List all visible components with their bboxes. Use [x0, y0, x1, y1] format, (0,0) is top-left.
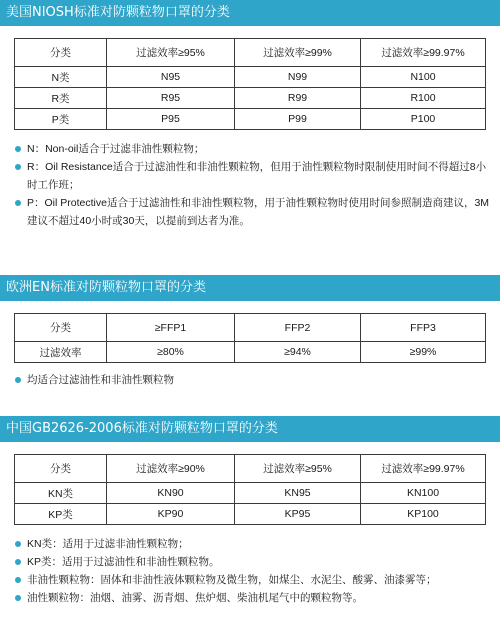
- table-header-row: [15, 455, 486, 483]
- note-text: KP类：适用于过滤油性和非油性颗粒物。: [27, 556, 220, 568]
- table-cell: N100: [361, 67, 486, 88]
- en-section: [0, 275, 500, 389]
- table-cell: KN100: [361, 483, 486, 504]
- table-cell: R95: [107, 88, 235, 109]
- table-cell: R100: [361, 88, 486, 109]
- header-cell: 过滤效率≥95%: [235, 455, 361, 483]
- table-row: [15, 67, 486, 88]
- table-cell: KP100: [361, 504, 486, 525]
- note-text: R：Oil Resistance适合于过滤油性和非油性颗粒物，但用于油性颗粒物时限制使用时间不得超过8小时工作班；: [27, 161, 487, 191]
- table-cell: ≥99%: [361, 342, 486, 363]
- bullet-dot-icon: [15, 200, 21, 206]
- header-cell: 过滤效率≥95%: [107, 39, 235, 67]
- header-cell: 过滤效率≥99.97%: [361, 39, 486, 67]
- bullet-dot-icon: [15, 146, 21, 152]
- note-text: 油性颗粒物：油烟、油雾、沥青烟、焦炉烟、柴油机尾气中的颗粒物等。: [27, 592, 363, 604]
- en-notes: [0, 371, 500, 389]
- list-item: [0, 158, 500, 194]
- table-cell: P99: [235, 109, 361, 130]
- en-title: 欧洲EN标准对防颗粒物口罩的分类: [0, 275, 500, 301]
- table-row: [15, 342, 486, 363]
- table-row: [15, 483, 486, 504]
- bullet-dot-icon: [15, 164, 21, 170]
- header-cell: 分类: [15, 314, 107, 342]
- note-text: 均适合过滤油性和非油性颗粒物: [27, 374, 174, 386]
- en-table: [14, 313, 486, 363]
- table-cell: P100: [361, 109, 486, 130]
- gb-table: [14, 454, 486, 525]
- table-header-row: [15, 39, 486, 67]
- note-text: 非油性颗粒物：固体和非油性液体颗粒物及微生物，如煤尘、水泥尘、酸雾、油漆雾等；: [27, 574, 437, 586]
- table-header-row: [15, 314, 486, 342]
- table-cell: ≥94%: [235, 342, 361, 363]
- note-text: KN类：适用于过滤非油性颗粒物；: [27, 538, 189, 550]
- table-cell: ≥80%: [107, 342, 235, 363]
- table-cell: N99: [235, 67, 361, 88]
- table-cell: N95: [107, 67, 235, 88]
- note-text: N：Non-oil适合于过滤非油性颗粒物；: [27, 143, 205, 155]
- table-cell: KN类: [15, 483, 107, 504]
- table-cell: KP90: [107, 504, 235, 525]
- note-text: P：Oil Protective适合于过滤油性和非油性颗粒物，用于油性颗粒物时使用时间参照制造商建议，3M建议不超过40小时或30天，以提前到达者为准。: [27, 197, 490, 227]
- table-cell: R类: [15, 88, 107, 109]
- gb-section: [0, 416, 500, 607]
- header-cell: FFP3: [361, 314, 486, 342]
- table-cell: 过滤效率: [15, 342, 107, 363]
- list-item: [0, 371, 500, 389]
- header-cell: ≥FFP1: [107, 314, 235, 342]
- niosh-section: [0, 0, 500, 230]
- table-cell: KP95: [235, 504, 361, 525]
- table-cell: N类: [15, 67, 107, 88]
- table-cell: P类: [15, 109, 107, 130]
- list-item: [0, 571, 500, 589]
- niosh-notes: [0, 140, 500, 230]
- gb-title: 中国GB2626-2006标准对防颗粒物口罩的分类: [0, 416, 500, 442]
- gb-notes: [0, 535, 500, 607]
- table-cell: KN95: [235, 483, 361, 504]
- bullet-dot-icon: [15, 541, 21, 547]
- list-item: [0, 535, 500, 553]
- list-item: [0, 140, 500, 158]
- bullet-dot-icon: [15, 577, 21, 583]
- header-cell: 过滤效率≥99%: [235, 39, 361, 67]
- header-cell: 过滤效率≥99.97%: [361, 455, 486, 483]
- table-cell: R99: [235, 88, 361, 109]
- niosh-title: 美国NIOSH标准对防颗粒物口罩的分类: [0, 0, 500, 26]
- table-row: [15, 88, 486, 109]
- header-cell: 分类: [15, 39, 107, 67]
- table-row: [15, 109, 486, 130]
- table-cell: KP类: [15, 504, 107, 525]
- table-cell: KN90: [107, 483, 235, 504]
- list-item: [0, 194, 500, 230]
- header-cell: 分类: [15, 455, 107, 483]
- header-cell: FFP2: [235, 314, 361, 342]
- bullet-dot-icon: [15, 595, 21, 601]
- header-cell: 过滤效率≥90%: [107, 455, 235, 483]
- niosh-table: [14, 38, 486, 130]
- table-cell: P95: [107, 109, 235, 130]
- list-item: [0, 553, 500, 571]
- bullet-dot-icon: [15, 377, 21, 383]
- table-row: [15, 504, 486, 525]
- list-item: [0, 589, 500, 607]
- bullet-dot-icon: [15, 559, 21, 565]
